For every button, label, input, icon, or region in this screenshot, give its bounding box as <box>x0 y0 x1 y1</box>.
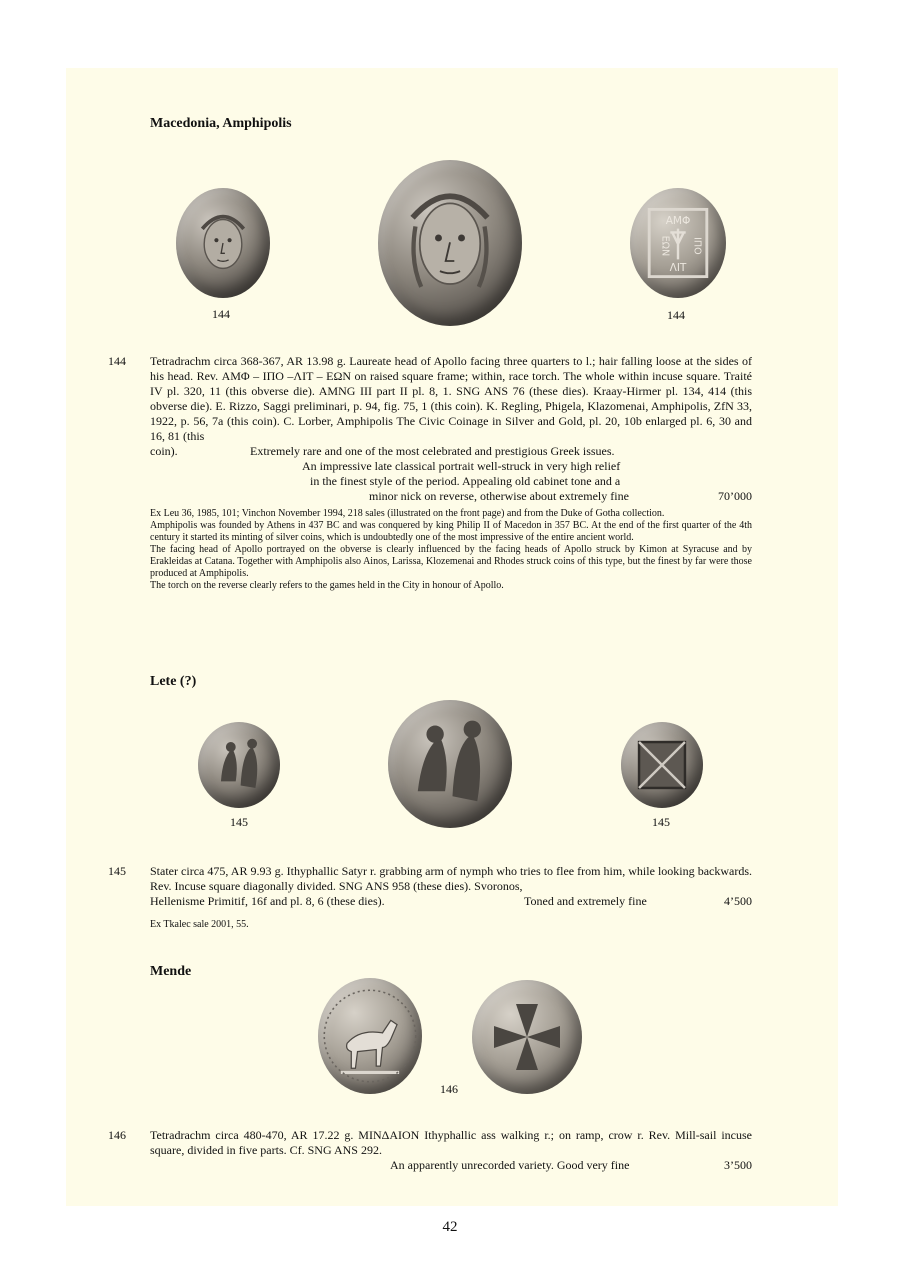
price: 70’000 <box>718 489 752 503</box>
history-note: Amphipolis was founded by Athens in 437 BC and was conquered by king Philip II of Macedon in 357 BC. At the end of the first quarter of the 4th century it started its minting of silver coins, which is undoubtedly one of the most impressive of the entire ancient world. <box>150 520 752 543</box>
coin-label: 146 <box>440 1082 458 1096</box>
section-title-mende: Mende <box>150 964 192 979</box>
price: 3’500 <box>724 1158 752 1172</box>
coin-144-obverse-enlarged <box>378 160 522 326</box>
inscription-left: ΕΩΝ <box>659 235 671 257</box>
lot-description: Tetradrachm circa 368-367, AR 13.98 g. Laureate head of Apollo facing three quarters to l.; hair falling loose at the sides of his head. Rev. ΑΜΦ – ΙΠΟ –ΛΙΤ – ΕΩΝ on raised square frame; within, race torch. The whole within incuse square. Traité IV pl. 320, 11 (this obverse die). AMNG III part II pl. 8, 1. SNG ANS 76 (these dies). Kraay-Hirmer pl. 134, 414 (this obverse die). E. Rizzo, Saggi preliminari, p. 94, fig. 75, 1 (this coin). K. Regling, Phigela, Klazomenai, Amphipolis, ZfN 33, 1922, p. 56, 7a (this coin). C. Lorber, Amphipolis The Civic Coinage in Silver and Gold, pl. 20, 10b enlarged pl. 6, 30 and 16, 81 (this <box>150 354 752 443</box>
lot-description-end: coin). <box>150 444 178 458</box>
coin-146-reverse <box>472 980 582 1094</box>
coin-label: 145 <box>230 815 248 829</box>
grade-line: Toned and extremely fine <box>524 894 647 908</box>
provenance-note: Ex Leu 36, 1985, 101; Vinchon November 1994, 218 sales (illustrated on the front page) and from the Duke of Gotha collection. <box>150 508 665 519</box>
coin-145-obverse-enlarged <box>388 700 512 828</box>
lot-description: Tetradrachm circa 480-470, AR 17.22 g. ΜΙΝΔΑΙΟΝ Ithyphallic ass walking r.; on ramp, crow r. Rev. Mill-sail incuse square, divided in five parts. Cf. SNG ANS 292. <box>150 1128 752 1157</box>
grade-line: An apparently unrecorded variety. Good very fine <box>390 1158 630 1172</box>
provenance-note: Ex Tkalec sale 2001, 55. <box>150 919 249 930</box>
apollo-head-icon <box>378 160 522 326</box>
inscription-right: ΙΠΟ <box>691 237 703 255</box>
satyr-nymph-icon <box>198 722 280 808</box>
inscription-top: ΑΜΦ <box>665 214 691 227</box>
mill-sail-incuse-icon <box>472 980 582 1094</box>
coin-144-obverse-enlarged-small <box>176 188 270 298</box>
torch-note: The torch on the reverse clearly refers to the games held in the City in honour of Apollo. <box>150 580 504 591</box>
lot-number: 144 <box>108 354 126 368</box>
lot-description-end: Hellenisme Primitif, 16f and pl. 8, 6 (these dies). <box>150 894 385 908</box>
section-title-amphipolis: Macedonia, Amphipolis <box>150 116 292 131</box>
coin-label: 144 <box>667 308 685 322</box>
grade-line: Extremely rare and one of the most celebrated and prestigious Greek issues. <box>250 444 615 458</box>
coin-144-reverse-torch <box>630 188 726 298</box>
page-number: 42 <box>442 1219 458 1235</box>
grade-line: minor nick on reverse, otherwise about extremely fine <box>369 489 629 503</box>
section-title-lete: Lete (?) <box>150 674 197 689</box>
incuse-square-icon <box>621 722 703 808</box>
lot-notes <box>150 919 752 931</box>
lot-description: Stater circa 475, AR 9.93 g. Ithyphallic Satyr r. grabbing arm of nymph who tries to flee from him, while looking backwards. Rev. Incuse square diagonally divided. SNG ANS 958 (these dies). Svoronos, <box>150 864 752 893</box>
grade-line: in the finest style of the period. Appealing old cabinet tone and a <box>310 474 621 488</box>
satyr-nymph-icon <box>388 700 512 828</box>
torch-icon <box>630 188 726 298</box>
coin-145-reverse-incuse <box>621 722 703 808</box>
price: 4’500 <box>724 894 752 908</box>
coin-145-obverse-small <box>198 722 280 808</box>
coin-146-obverse <box>318 978 422 1094</box>
lot-notes <box>150 508 752 592</box>
lot-number: 146 <box>108 1128 126 1142</box>
inscription-bottom: ΛΙΤ <box>669 261 687 274</box>
lot-number: 145 <box>108 864 126 878</box>
coin-label: 144 <box>212 307 230 321</box>
ass-crow-icon <box>318 978 422 1094</box>
style-note: The facing head of Apollo portrayed on the obverse is clearly influenced by the facing heads of Apollo struck by Kimon at Syracuse and by Erakleidas at Catana. Together with Amphipolis also Ainos, Larissa, Klozemenai and Rhodes struck coins of this type, but the finest by far were those produced at Amphipolis. <box>150 544 752 579</box>
grade-line: An impressive late classical portrait well-struck in very high relief <box>302 459 621 473</box>
apollo-head-icon <box>176 188 270 298</box>
coin-label: 145 <box>652 815 670 829</box>
